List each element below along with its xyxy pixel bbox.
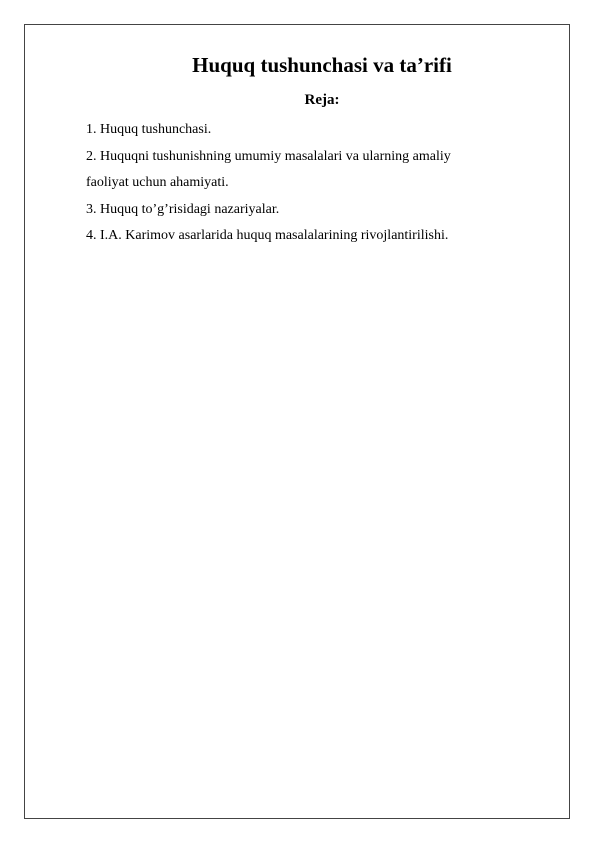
plan-item-2-continuation: faoliyat uchun ahamiyati. bbox=[86, 175, 229, 190]
plan-item-4: 4. I.A. Karimov asarlarida huquq masalalarining rivojlantirilishi. bbox=[86, 228, 449, 243]
plan-item-1: 1. Huquq tushunchasi. bbox=[86, 122, 212, 137]
document-title: Huquq tushunchasi va ta’rifi bbox=[192, 53, 452, 77]
plan-heading: Reja: bbox=[304, 92, 340, 108]
plan-item-3: 3. Huquq to’g’risidagi nazariyalar. bbox=[86, 201, 280, 217]
plan-list bbox=[86, 117, 526, 250]
plan-item-2: 2. Huquqni tushunishning umumiy masalalari va ularning amaliy bbox=[86, 148, 451, 164]
